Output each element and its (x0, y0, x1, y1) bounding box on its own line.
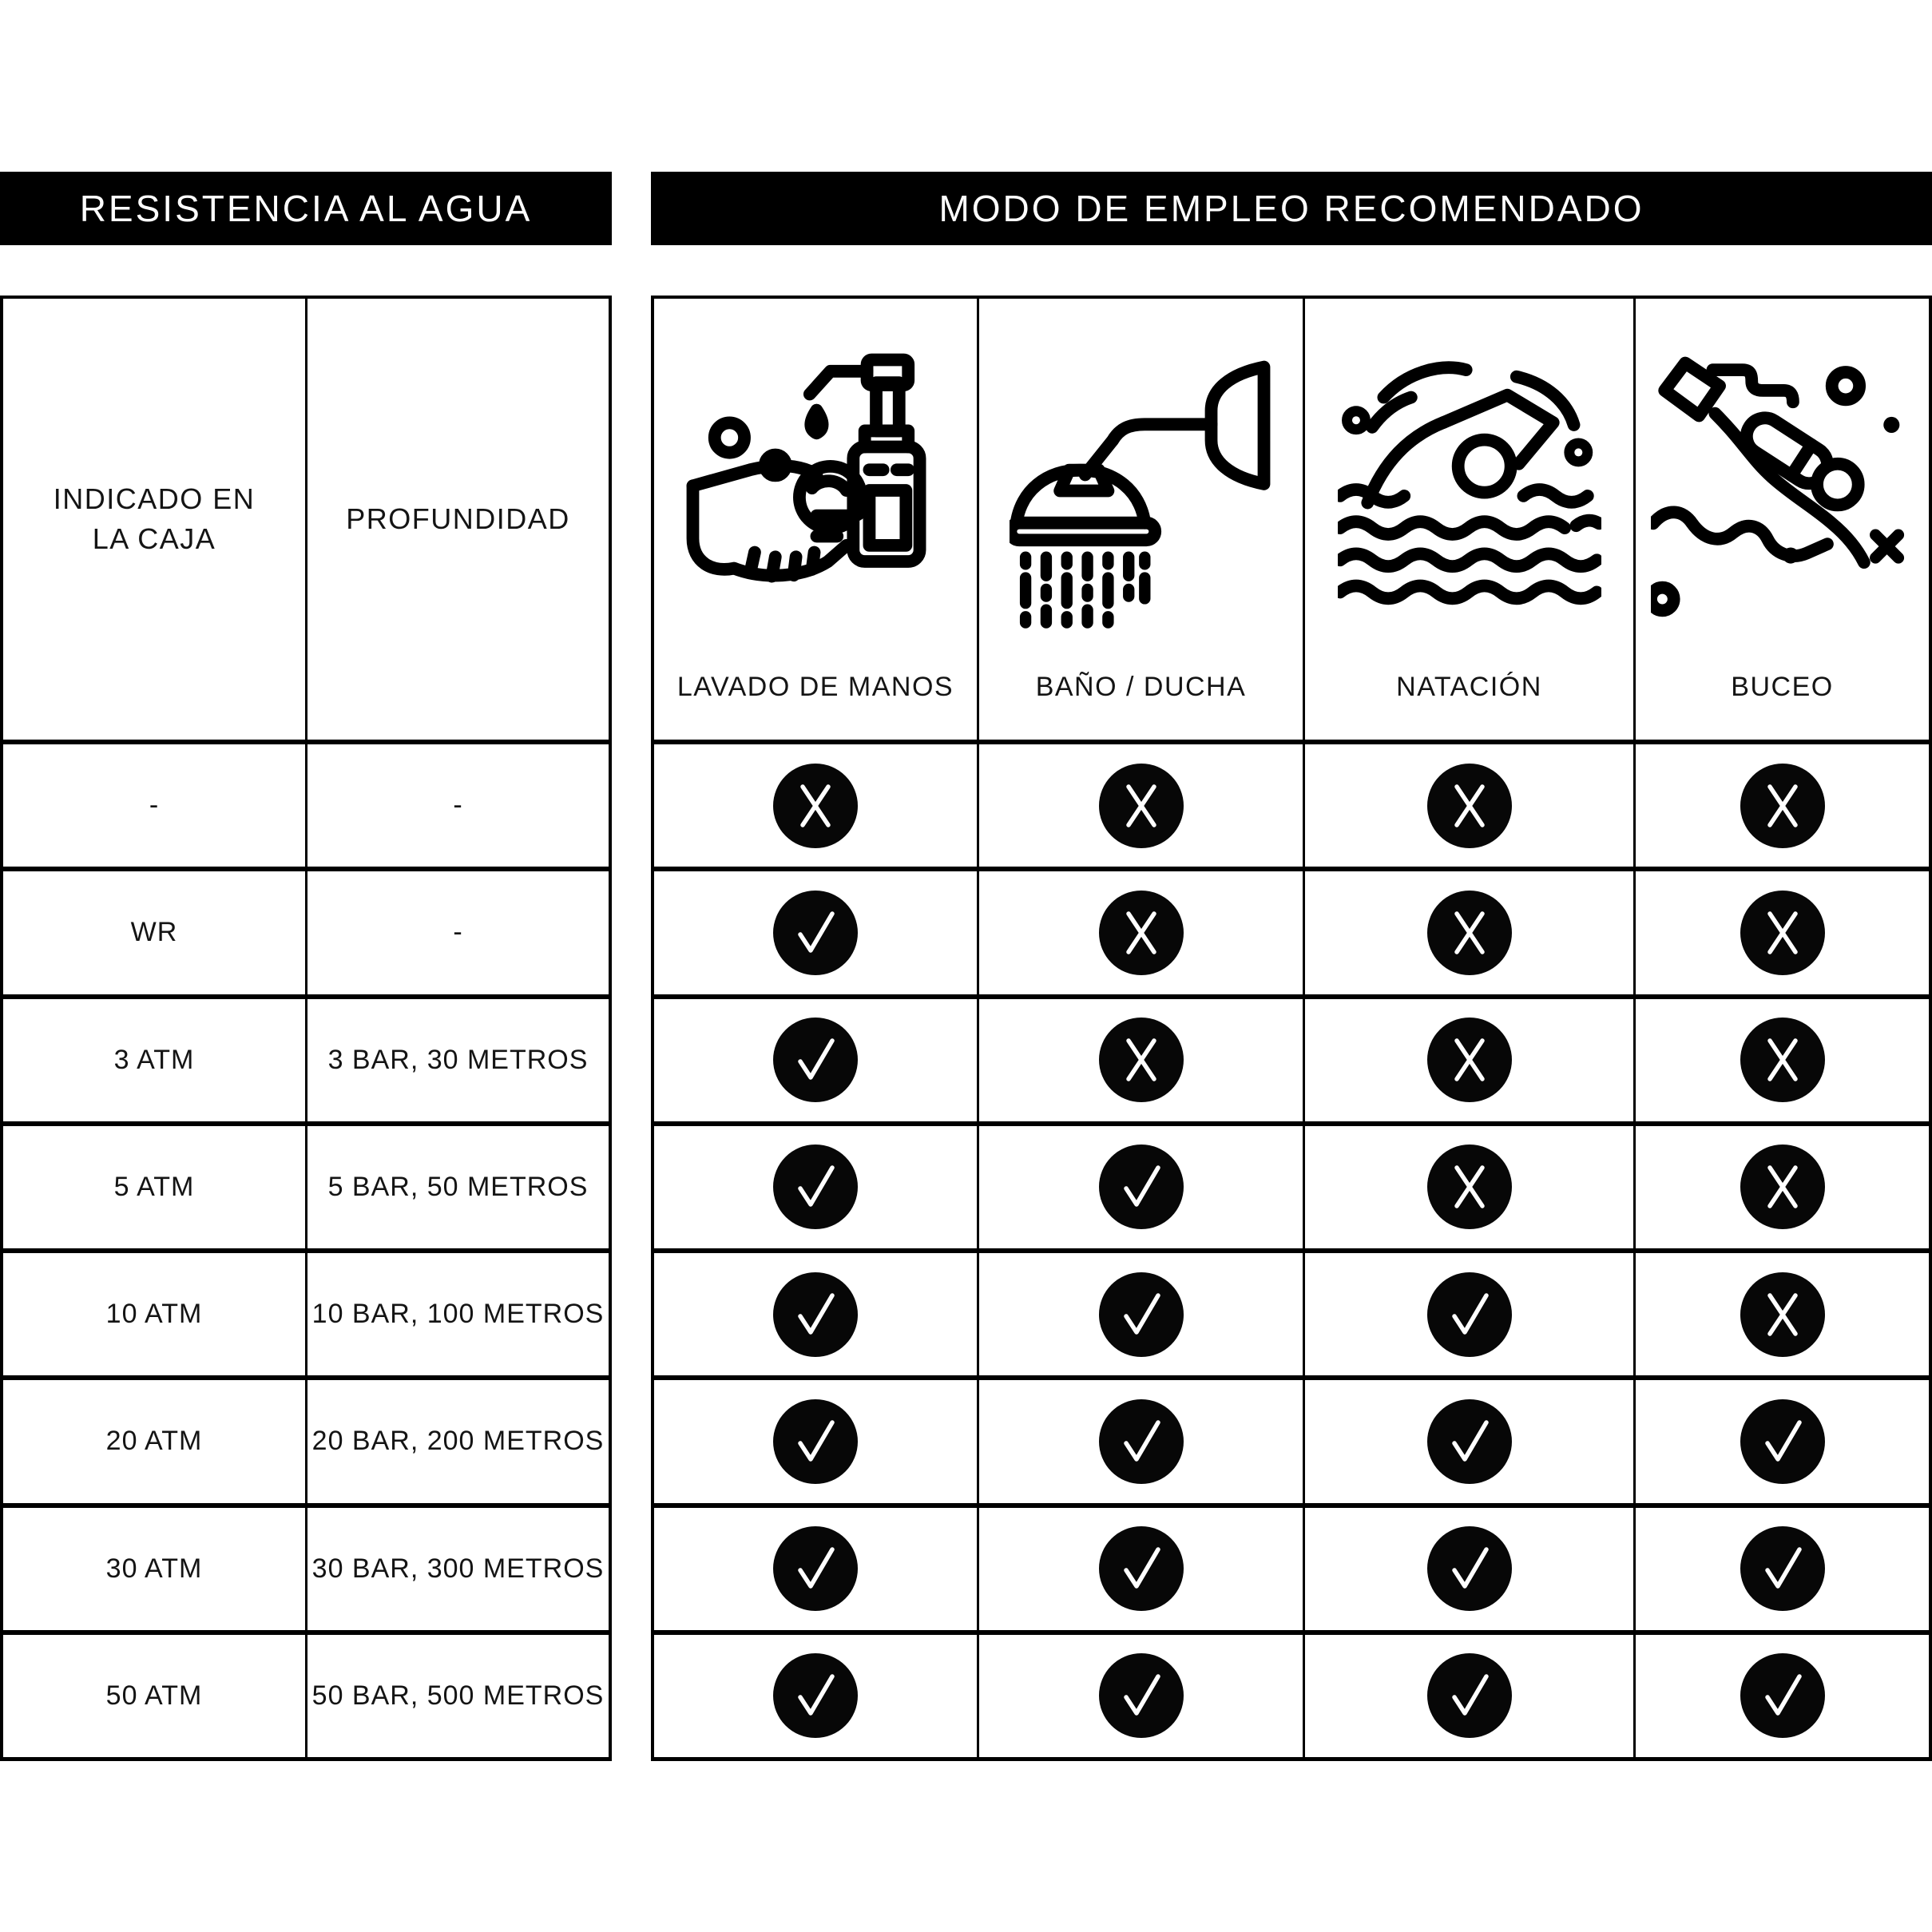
cross-mark (977, 740, 1303, 867)
scuba-diving-icon (1636, 299, 1929, 672)
caja-value: 10 ATM (3, 1248, 305, 1375)
profundidad-value: 30 BAR, 300 METROS (305, 1503, 609, 1630)
profundidad-value: 10 BAR, 100 METROS (305, 1248, 609, 1375)
check-mark (1303, 1375, 1633, 1502)
caja-value: 20 ATM (3, 1375, 305, 1502)
recommended-usage-table (651, 296, 1932, 1761)
check-mark (654, 994, 977, 1121)
check-mark (654, 867, 977, 994)
profundidad-value: 5 BAR, 50 METROS (305, 1121, 609, 1248)
usage-mode-header-bar (651, 172, 1932, 245)
profundidad-value: 3 BAR, 30 METROS (305, 994, 609, 1121)
profundidad-value: - (305, 740, 609, 867)
check-mark (977, 1121, 1303, 1248)
caja-value: 50 ATM (3, 1630, 305, 1757)
activity-header (654, 299, 977, 740)
shower-icon (979, 299, 1303, 672)
swimming-icon (1305, 299, 1633, 672)
check-mark (977, 1248, 1303, 1375)
cross-mark (977, 867, 1303, 994)
profundidad-value: 50 BAR, 500 METROS (305, 1630, 609, 1757)
check-mark (1633, 1503, 1929, 1630)
cross-mark (1303, 867, 1633, 994)
check-mark (654, 1630, 977, 1757)
check-mark (977, 1503, 1303, 1630)
hand-washing-icon (654, 299, 977, 672)
check-mark (977, 1375, 1303, 1502)
water-resistance-table (0, 296, 612, 1761)
cross-mark (1633, 740, 1929, 867)
activity-header (977, 299, 1303, 740)
caja-value: 3 ATM (3, 994, 305, 1121)
activity-label: BUCEO (1731, 672, 1834, 702)
check-mark (1633, 1375, 1929, 1502)
check-mark (654, 1503, 977, 1630)
usage-mode-title: MODO DE EMPLEO RECOMENDADO (938, 188, 1644, 229)
caja-value: - (3, 740, 305, 867)
activity-label: NATACIÓN (1396, 672, 1542, 702)
cross-mark (1633, 1121, 1929, 1248)
check-mark (1303, 1248, 1633, 1375)
check-mark (654, 1375, 977, 1502)
check-mark (654, 1248, 977, 1375)
activity-label: BAÑO / DUCHA (1035, 672, 1247, 702)
cross-mark (654, 740, 977, 867)
cross-mark (1633, 1248, 1929, 1375)
activity-header (1633, 299, 1929, 740)
column-header-indicado-en-la-caja: INDICADO EN LA CAJA (53, 482, 256, 555)
profundidad-value: - (305, 867, 609, 994)
activity-label: LAVADO DE MANOS (676, 672, 954, 702)
water-resistance-header-bar (0, 172, 612, 245)
cross-mark (1303, 994, 1633, 1121)
check-mark (654, 1121, 977, 1248)
water-resistance-title: RESISTENCIA AL AGUA (79, 188, 533, 229)
cross-mark (1633, 867, 1929, 994)
cross-mark (1303, 740, 1633, 867)
caja-value: 5 ATM (3, 1121, 305, 1248)
caja-value: 30 ATM (3, 1503, 305, 1630)
check-mark (1303, 1503, 1633, 1630)
cross-mark (1303, 1121, 1633, 1248)
check-mark (977, 1630, 1303, 1757)
cross-mark (1633, 994, 1929, 1121)
check-mark (1303, 1630, 1633, 1757)
cross-mark (977, 994, 1303, 1121)
check-mark (1633, 1630, 1929, 1757)
caja-value: WR (3, 867, 305, 994)
profundidad-value: 20 BAR, 200 METROS (305, 1375, 609, 1502)
column-header-profundidad: PROFUNDIDAD (305, 299, 609, 740)
activity-header (1303, 299, 1633, 740)
